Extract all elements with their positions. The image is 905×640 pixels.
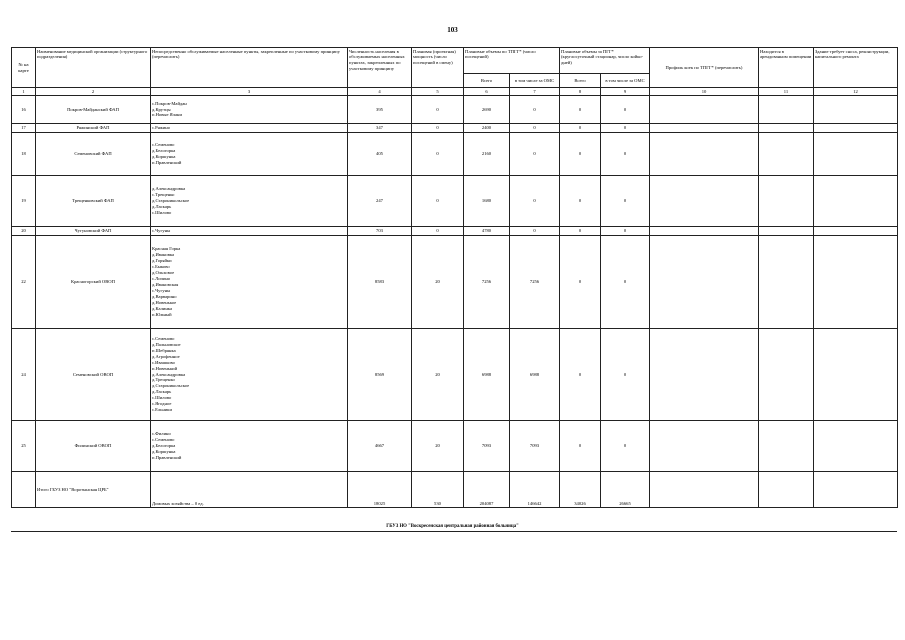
beds-oms-cell: 0 [601,96,650,124]
place-item: д.Агрофенное [152,353,180,359]
place-item: д.Ласкарь [152,203,172,209]
place-item: д.Трещенко [152,377,175,383]
row-number: 16 [12,96,36,124]
population-cell: 8583 [348,236,412,329]
footer-divider [11,531,897,532]
row-number: 25 [12,421,36,472]
beds-cell: 0 [560,236,601,329]
table-row [12,421,898,472]
facility-name: Красногорский ОВОП [36,236,151,329]
visits-cell: 4780 [464,227,510,236]
population-cell: 395 [348,96,412,124]
visits-oms-cell: 0 [510,133,560,176]
place-item: д.Белогорка [152,148,176,154]
capacity-cell: 0 [412,133,464,176]
header-places: Непосредственно обслуживаемые населенные пункты, закрепленные по участковому принципу (перечислить) [151,48,348,88]
rented-cell [759,124,814,133]
visits-oms-cell: 7093 [510,421,560,472]
rented-cell [759,329,814,421]
place-item: д.Староникольское [152,383,190,389]
capacity-cell: 0 [412,227,464,236]
place-item: п.Новые Ялани [152,112,182,118]
repair-cell [814,421,898,472]
place-item: с.Ягодное [152,401,172,407]
place-item: с.Филино [152,431,171,437]
place-item: д.Новенькое [152,299,177,305]
repair-cell [814,133,898,176]
place-item: п.Правленский [152,159,182,165]
col-number: 3 [151,88,348,96]
total-capacity: 530 [412,472,464,508]
facility-name: Семеновский ОВОП [36,329,151,421]
visits-oms-cell: 7256 [510,236,560,329]
beds-oms-cell: 0 [601,176,650,227]
capacity-cell: 0 [412,96,464,124]
facility-name: Ряжинский ФАП [36,124,151,133]
places-list [151,421,348,472]
population-cell: 247 [348,176,412,227]
header-repair: Здание требует сноса, реконструкции, капитального ремонта [814,48,898,88]
place-item: д.Ивановка [152,252,175,258]
visits-oms-cell: 0 [510,124,560,133]
header-beds: Плановые объемы за ПГГ* (круглосуточный стационар, число койко-дней) [560,48,650,74]
place-item: с.Ивашково [152,359,175,365]
places-list [151,329,348,421]
table-row [12,124,898,133]
total-places: Домовых хозяйства – 0 ед. [151,472,348,508]
repair-cell [814,236,898,329]
header-capacity: Плановая (проектная) мощность (число посещений в смену) [412,48,464,88]
place-item: д.Ивановская [152,282,179,287]
beds-oms-cell: 0 [601,236,650,329]
place-item: д.Ольховое [152,270,175,276]
place-item: д.Александровка [152,186,186,192]
col-number: 8 [560,88,601,96]
place-item: п.Шебрянка [152,347,176,353]
header-visits-oms: в том числе за ОМС [510,74,560,88]
repair-cell [814,124,898,133]
place-item: д.Пальновское [152,341,181,347]
visits-oms-cell: 0 [510,96,560,124]
row-number: 20 [12,227,36,236]
population-cell: 8569 [348,329,412,421]
capacity-cell: 0 [412,124,464,133]
col-number: 10 [650,88,759,96]
beds-cell: 0 [560,227,601,236]
bed-profile-cell [650,176,759,227]
visits-cell: 2400 [464,124,510,133]
bed-profile-cell [650,124,759,133]
table-row [12,227,898,236]
table-row [12,329,898,421]
places-list [151,236,348,329]
population-cell: 703 [348,227,412,236]
bed-profile-cell [650,236,759,329]
header-rented: Находится в арендованном помещении [759,48,814,88]
visits-oms-cell: 6988 [510,329,560,421]
col-number: 2 [36,88,151,96]
rented-cell [759,227,814,236]
header-population: Численность населения в обслуживаемых населенных пунктах, закрепленных по участковому принципу [348,48,412,88]
total-row [12,472,898,508]
beds-cell: 0 [560,329,601,421]
col-number: 6 [464,88,510,96]
beds-cell: 0 [560,133,601,176]
place-item: с.Покров-Майдан [152,100,187,106]
population-cell: 405 [348,133,412,176]
place-item: д.Коршунка [152,154,176,159]
bed-profile-cell [650,133,759,176]
facility-name: Чугуновский ФАП [36,227,151,236]
row-number: 19 [12,176,36,227]
place-item: с.Лопино [152,276,171,282]
col-number: 7 [510,88,560,96]
place-item: д.Калинка [152,305,172,311]
place-item: с.Ельники [152,407,172,413]
total-visits: 204087 [464,472,510,508]
place-item: с.Быково [152,264,170,270]
place-item: д.Александровка [152,371,186,377]
place-item: п.Южный [152,311,172,317]
row-number: 22 [12,236,36,329]
row-number: 17 [12,124,36,133]
beds-cell: 0 [560,124,601,133]
beds-oms-cell: 0 [601,329,650,421]
beds-oms-cell: 0 [601,421,650,472]
col-number: 11 [759,88,814,96]
place-item: д.Староникольское [152,198,190,204]
bed-profile-cell [650,227,759,236]
col-number: 1 [12,88,36,96]
table-row [12,236,898,329]
visits-cell: 6988 [464,329,510,421]
repair-cell [814,176,898,227]
facility-name: Филинский ОВОП [36,421,151,472]
place-item: с.Семеново [152,335,175,341]
total-population: 18025 [348,472,412,508]
repair-cell [814,227,898,236]
places-list [151,124,348,133]
places-list [151,176,348,227]
rented-cell [759,96,814,124]
visits-cell: 7093 [464,421,510,472]
table-row [12,133,898,176]
page-number: 103 [447,26,458,34]
header-beds-total: Всего [560,74,601,88]
capacity-cell: 20 [412,421,464,472]
place-item: д.Горяйки [152,258,172,264]
beds-oms-cell: 0 [601,133,650,176]
place-item: с.Семеново [152,437,175,443]
table-row [12,96,898,124]
table-row [12,176,898,227]
facility-name: Семеновский ФАП [36,133,151,176]
repair-cell [814,329,898,421]
header-visits: Плановые объемы по ТПГГ* (число посещений) [464,48,560,74]
total-name: Итого ГБУЗ НО "Воротынская ЦРБ" [36,472,151,508]
beds-oms-cell: 0 [601,124,650,133]
document-footer: ГБУЗ НО "Воскресенская центральная районная больница" [386,524,519,529]
places-list [151,227,348,236]
place-item: д.Крутцы [152,106,171,112]
col-number: 4 [348,88,412,96]
rented-cell [759,133,814,176]
repair-cell [814,96,898,124]
place-item: д.Варварино [152,293,177,299]
bed-profile-cell [650,329,759,421]
place-item: д.Ласкарь [152,389,172,395]
visits-cell: 2160 [464,133,510,176]
row-number: 24 [12,329,36,421]
col-number: 5 [412,88,464,96]
population-cell: 4667 [348,421,412,472]
capacity-cell: 0 [412,176,464,227]
visits-cell: 7256 [464,236,510,329]
visits-cell: 2690 [464,96,510,124]
header-visits-total: Всего [464,74,510,88]
place-item: с.Чугуны [152,228,171,234]
capacity-cell: 20 [412,236,464,329]
header-beds-oms: в том числе за ОМС [601,74,650,88]
total-beds: 34026 [560,472,601,508]
bed-profile-cell [650,421,759,472]
beds-cell: 0 [560,176,601,227]
place-item: д.Коршунка [152,448,176,454]
place-item: д.Белогорка [152,443,176,449]
place-item: с.Шилово [152,395,172,401]
visits-oms-cell: 0 [510,227,560,236]
facility-name: Трещенковский ФАП [36,176,151,227]
rented-cell [759,236,814,329]
row-number: 18 [12,133,36,176]
facility-name: Покров-Майданский ФАП [36,96,151,124]
col-number: 9 [601,88,650,96]
place-item: с.Шилово [152,209,172,215]
visits-oms-cell: 0 [510,176,560,227]
place-item: с.Семеново [152,142,175,148]
header-org: Наименование медицинской организации (структурного подразделения) [36,48,151,88]
place-item: Красная Горка [152,246,181,252]
visits-cell: 1680 [464,176,510,227]
capacity-cell: 20 [412,329,464,421]
place-item: п.Новенький [152,365,178,371]
header-bed-profile: Профиль коек по ТПГГ* (перечислить) [650,48,759,88]
beds-oms-cell: 0 [601,227,650,236]
rented-cell [759,176,814,227]
bed-profile-cell [650,96,759,124]
beds-cell: 0 [560,96,601,124]
places-list [151,96,348,124]
place-item: с.Ряжино [152,125,171,131]
population-cell: 347 [348,124,412,133]
place-item: с.Трещенко [152,192,175,198]
col-number: 12 [814,88,898,96]
table-body [12,96,898,508]
total-visits-oms: 146642 [510,472,560,508]
facilities-table [11,47,898,508]
beds-cell: 0 [560,421,601,472]
header-num: № на карте [12,48,36,88]
place-item: с.Чугуны [152,287,171,293]
places-list [151,133,348,176]
total-beds-oms: 26665 [601,472,650,508]
place-item: п.Правленский [152,454,182,460]
rented-cell [759,421,814,472]
